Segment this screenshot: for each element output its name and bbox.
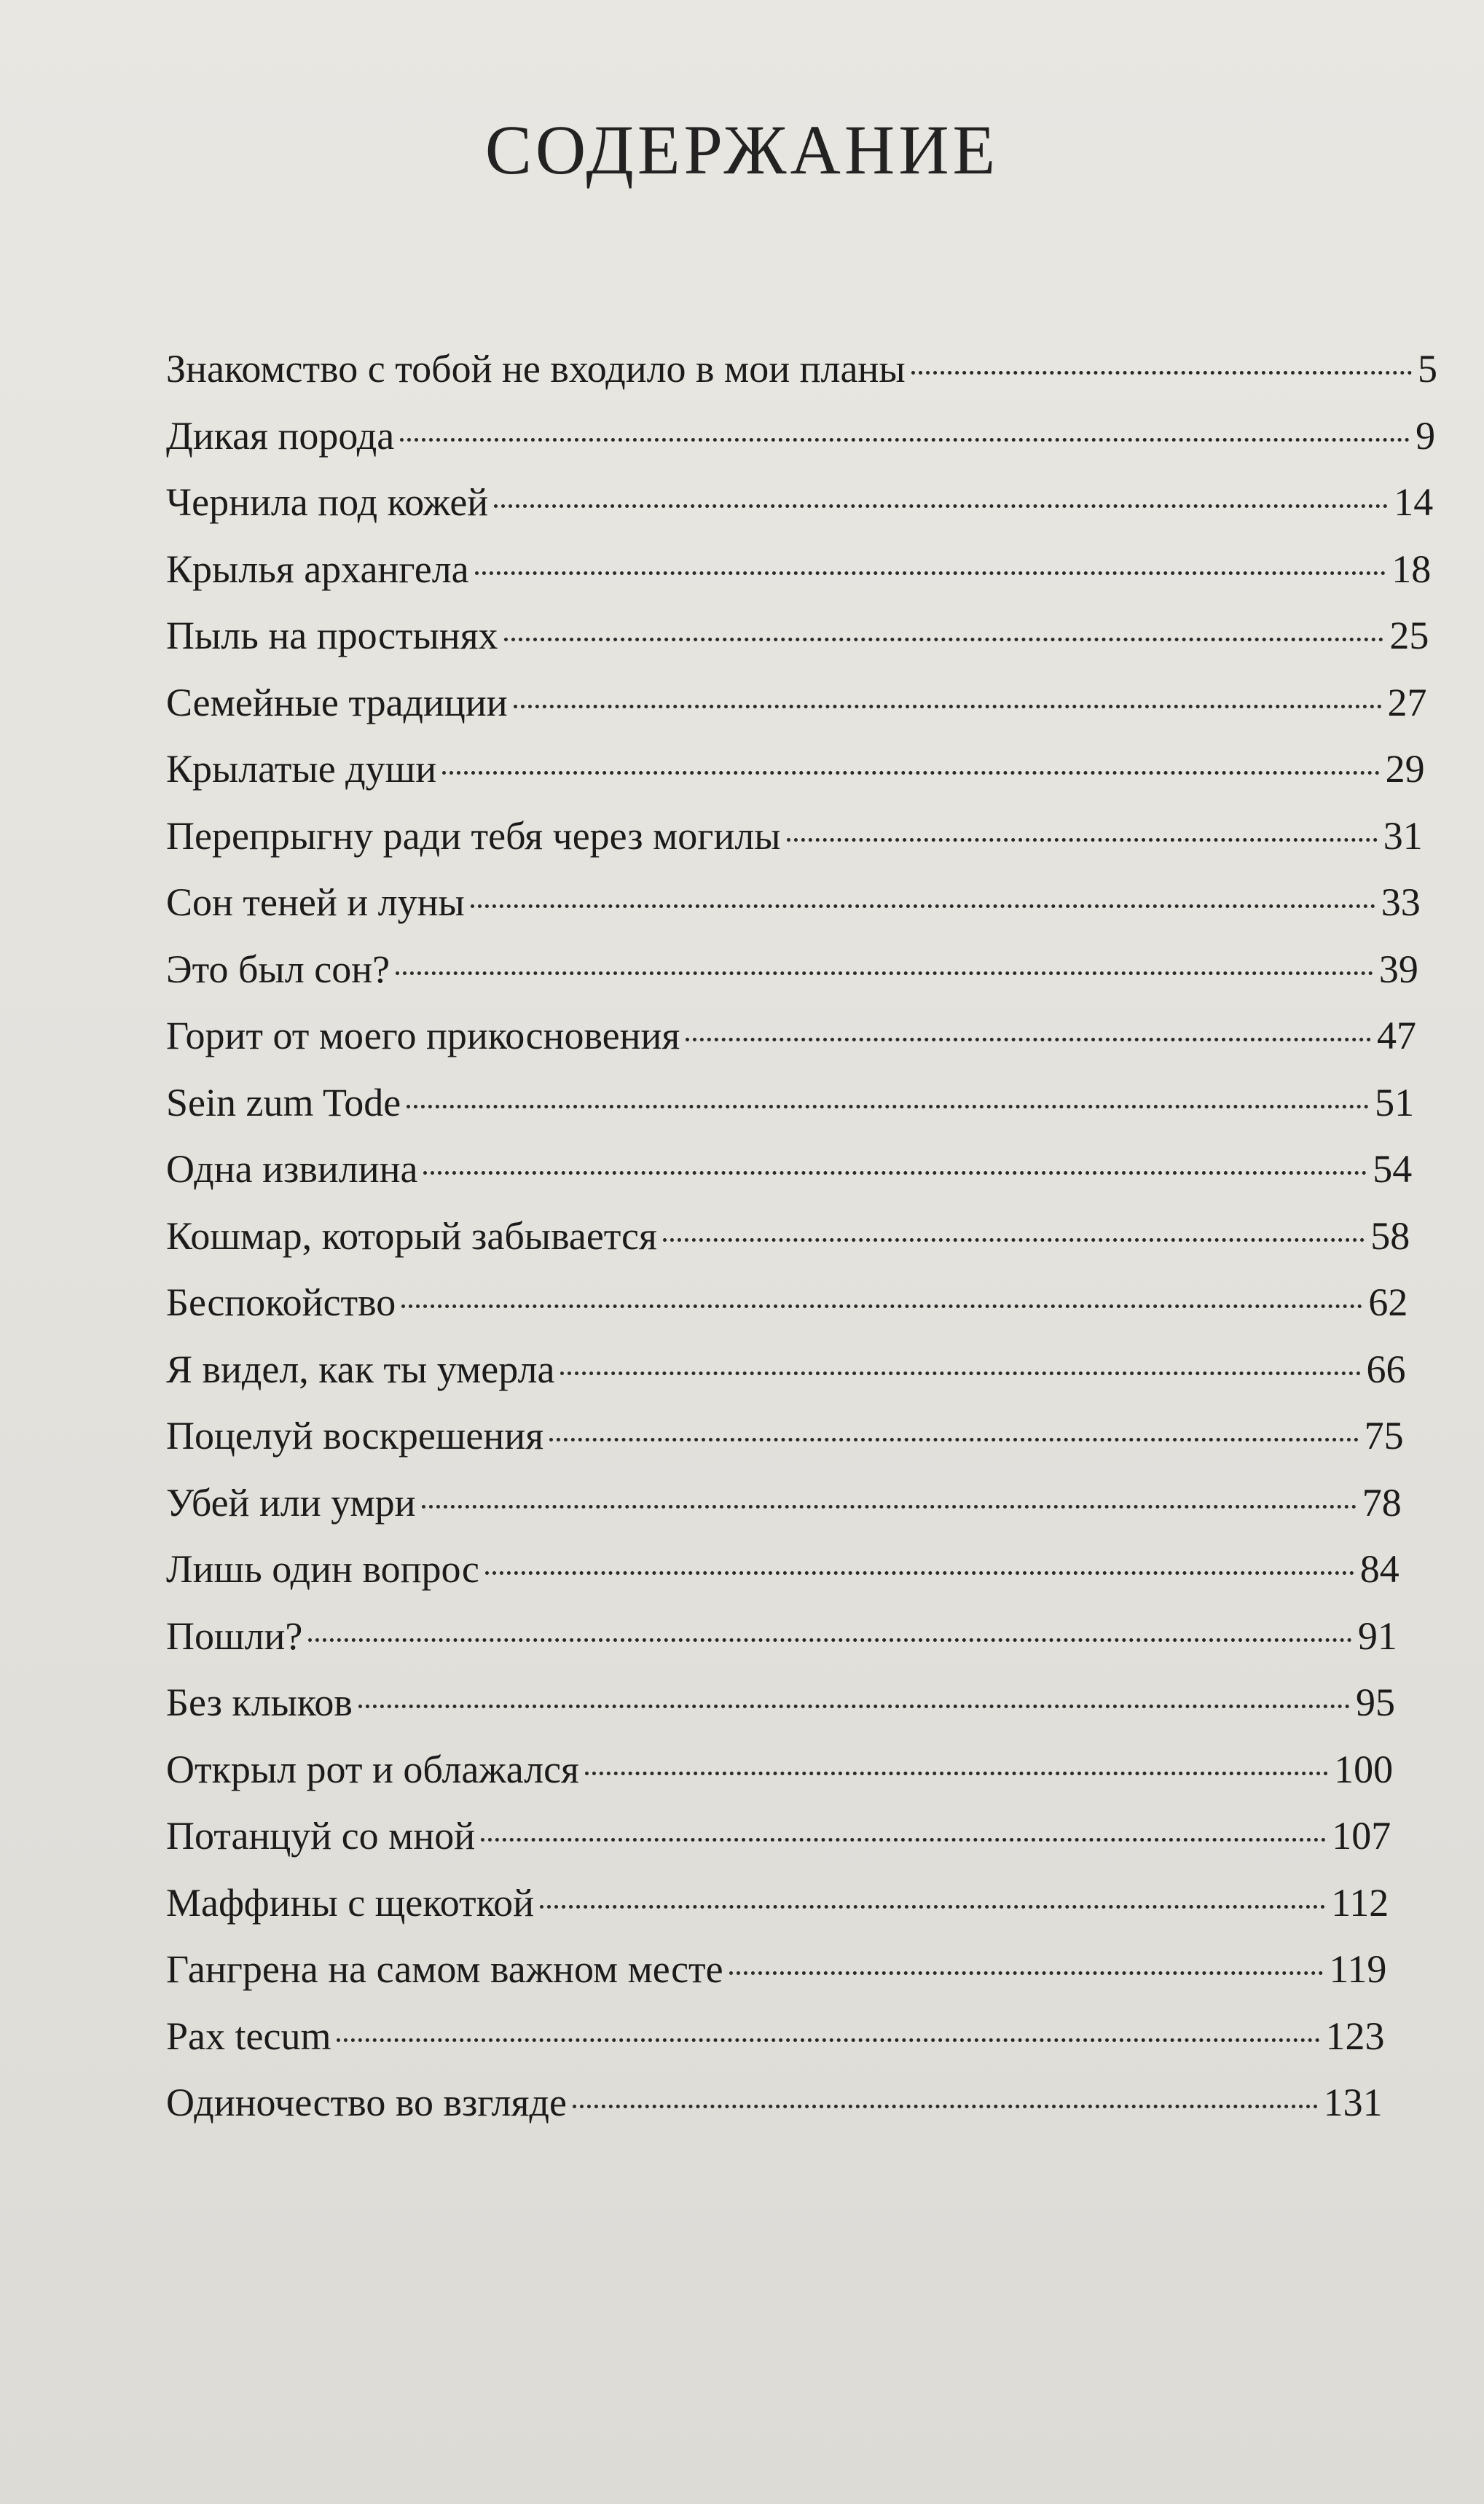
toc-entry-page-number: 131 (1323, 2081, 1383, 2124)
dot-leader (401, 1304, 1362, 1308)
toc-entry-title: Крылатые души (166, 747, 437, 791)
toc-entry (166, 1743, 1393, 1796)
toc-entry (166, 1809, 1391, 1862)
dot-leader (686, 1038, 1371, 1041)
dot-leader (485, 1571, 1354, 1575)
toc-entry-title: Одна извилина (166, 1147, 418, 1191)
toc-entry (166, 476, 1433, 528)
toc-entry (166, 1877, 1389, 1929)
dot-leader (422, 1505, 1357, 1509)
dot-leader (494, 504, 1388, 508)
toc-entry (166, 1943, 1386, 1995)
toc-entry-page-number: 51 (1375, 1080, 1415, 1124)
dot-leader (442, 771, 1379, 775)
dot-leader (337, 2038, 1319, 2042)
toc-entry (166, 1409, 1404, 1462)
toc-entry (166, 343, 1437, 395)
toc-entry (166, 1610, 1397, 1662)
toc-entry (166, 743, 1425, 795)
toc-entry-page-number: 5 (1418, 347, 1437, 391)
toc-entry-title: Пыль на простынях (166, 614, 498, 657)
toc-entry-title: Знакомство с тобой не входило в мои планы (166, 347, 906, 391)
dot-leader (663, 1238, 1365, 1242)
toc-entry-page-number: 84 (1359, 1547, 1399, 1591)
dot-leader (423, 1171, 1367, 1175)
dot-leader (729, 1971, 1324, 1975)
toc-entry (166, 2010, 1385, 2062)
toc-entry-title: Pax tecum (166, 2014, 331, 2058)
toc-entry-page-number: 39 (1378, 947, 1418, 991)
toc-entry (166, 1343, 1406, 1396)
toc-entry-page-number: 95 (1356, 1681, 1395, 1724)
toc-entry-page-number: 27 (1387, 680, 1427, 724)
toc-entry (166, 2076, 1383, 2129)
dot-leader (358, 1705, 1350, 1708)
toc-entry-page-number: 47 (1377, 1014, 1416, 1057)
toc-entry (166, 1676, 1395, 1729)
toc-entry-page-number: 107 (1332, 1814, 1391, 1858)
toc-entry (166, 876, 1421, 928)
dot-leader (585, 1772, 1328, 1775)
toc-entry-title: Открыл рот и облажался (166, 1747, 579, 1791)
toc-entry-page-number: 18 (1391, 547, 1432, 591)
toc-entry-page-number: 25 (1389, 614, 1429, 657)
dot-leader (407, 1105, 1369, 1108)
toc-entry (166, 410, 1435, 462)
toc-entry-title: Одиночество во взгляде (166, 2081, 567, 2124)
toc-entry-page-number: 119 (1329, 1947, 1387, 1991)
toc-entry (166, 1076, 1414, 1129)
toc-entry-title: Поцелуй воскрешения (166, 1414, 544, 1458)
toc-entry (166, 609, 1429, 662)
toc-entry (166, 1210, 1410, 1262)
toc-entry (166, 676, 1427, 729)
toc-entry-page-number: 100 (1334, 1747, 1394, 1791)
dot-leader (400, 438, 1410, 442)
dot-leader (540, 1905, 1325, 1909)
toc-entry-page-number: 91 (1357, 1613, 1397, 1658)
toc-entry-title: Сон теней и луны (166, 880, 465, 924)
toc-entry-title: Маффины с щекоткой (166, 1880, 535, 1925)
dot-leader (560, 1372, 1360, 1375)
toc-entry-title: Кошмар, который забывается (166, 1213, 657, 1258)
toc-entry-page-number: 78 (1362, 1480, 1402, 1525)
toc-entry (166, 810, 1423, 862)
toc-entry-title: Потанцуй со мной (166, 1814, 476, 1858)
dot-leader (573, 2105, 1318, 2108)
dot-leader (396, 971, 1373, 975)
toc-entry-title: Пошли? (166, 1613, 303, 1658)
toc-entry-title: Крылья архангела (166, 547, 469, 591)
toc-entry (166, 1476, 1402, 1529)
toc-entry-title: Лишь один вопрос (166, 1547, 479, 1591)
toc-entry-title: Sein zum Tode (166, 1080, 401, 1124)
toc-entry-page-number: 58 (1370, 1213, 1410, 1258)
dot-leader (514, 705, 1382, 708)
toc-entry (166, 543, 1431, 595)
toc-entry-page-number: 54 (1373, 1147, 1413, 1191)
toc-entry-page-number: 9 (1416, 413, 1436, 458)
toc-entry (166, 1143, 1412, 1195)
toc-entry-title: Без клыков (166, 1681, 353, 1724)
toc-entry-title: Я видел, как ты умерла (166, 1347, 555, 1391)
dot-leader (911, 371, 1412, 375)
toc-entry-title: Чернила под кожей (166, 480, 489, 524)
toc-entry-page-number: 112 (1331, 1880, 1389, 1925)
toc-entry-title: Дикая порода (166, 413, 395, 458)
toc-entry-page-number: 123 (1325, 2014, 1385, 2058)
dot-leader (308, 1638, 1351, 1642)
toc-entry-page-number: 33 (1381, 880, 1421, 924)
toc-entry (166, 1009, 1416, 1062)
toc-entry-title: Это был сон? (166, 947, 390, 991)
dot-leader (481, 1838, 1326, 1842)
toc-entry-page-number: 29 (1385, 747, 1425, 791)
dot-leader (549, 1438, 1359, 1441)
page-title: СОДЕРЖАНИЕ (484, 111, 1000, 189)
dot-leader (475, 571, 1386, 575)
toc-entry-title: Гангрена на самом важном месте (166, 1947, 723, 1991)
toc-entry (166, 943, 1418, 995)
toc-entry-title: Семейные традиции (166, 680, 508, 724)
toc-entry-page-number: 62 (1368, 1280, 1408, 1324)
toc-entry-title: Убей или умри (166, 1480, 416, 1525)
dot-leader (471, 904, 1375, 908)
toc-entry (166, 1543, 1399, 1595)
toc-entry (166, 1276, 1408, 1329)
toc-entry-page-number: 75 (1364, 1414, 1404, 1458)
toc-entry-page-number: 31 (1383, 813, 1423, 858)
toc-entry-title: Перепрыгну ради тебя через могилы (166, 813, 781, 858)
dot-leader (504, 638, 1384, 641)
toc-entry-title: Горит от моего прикосновения (166, 1014, 680, 1057)
toc-entry-page-number: 66 (1366, 1347, 1406, 1391)
toc-entry-title: Беспокойство (166, 1280, 396, 1324)
toc-entry-page-number: 14 (1394, 480, 1434, 524)
dot-leader (787, 838, 1378, 842)
